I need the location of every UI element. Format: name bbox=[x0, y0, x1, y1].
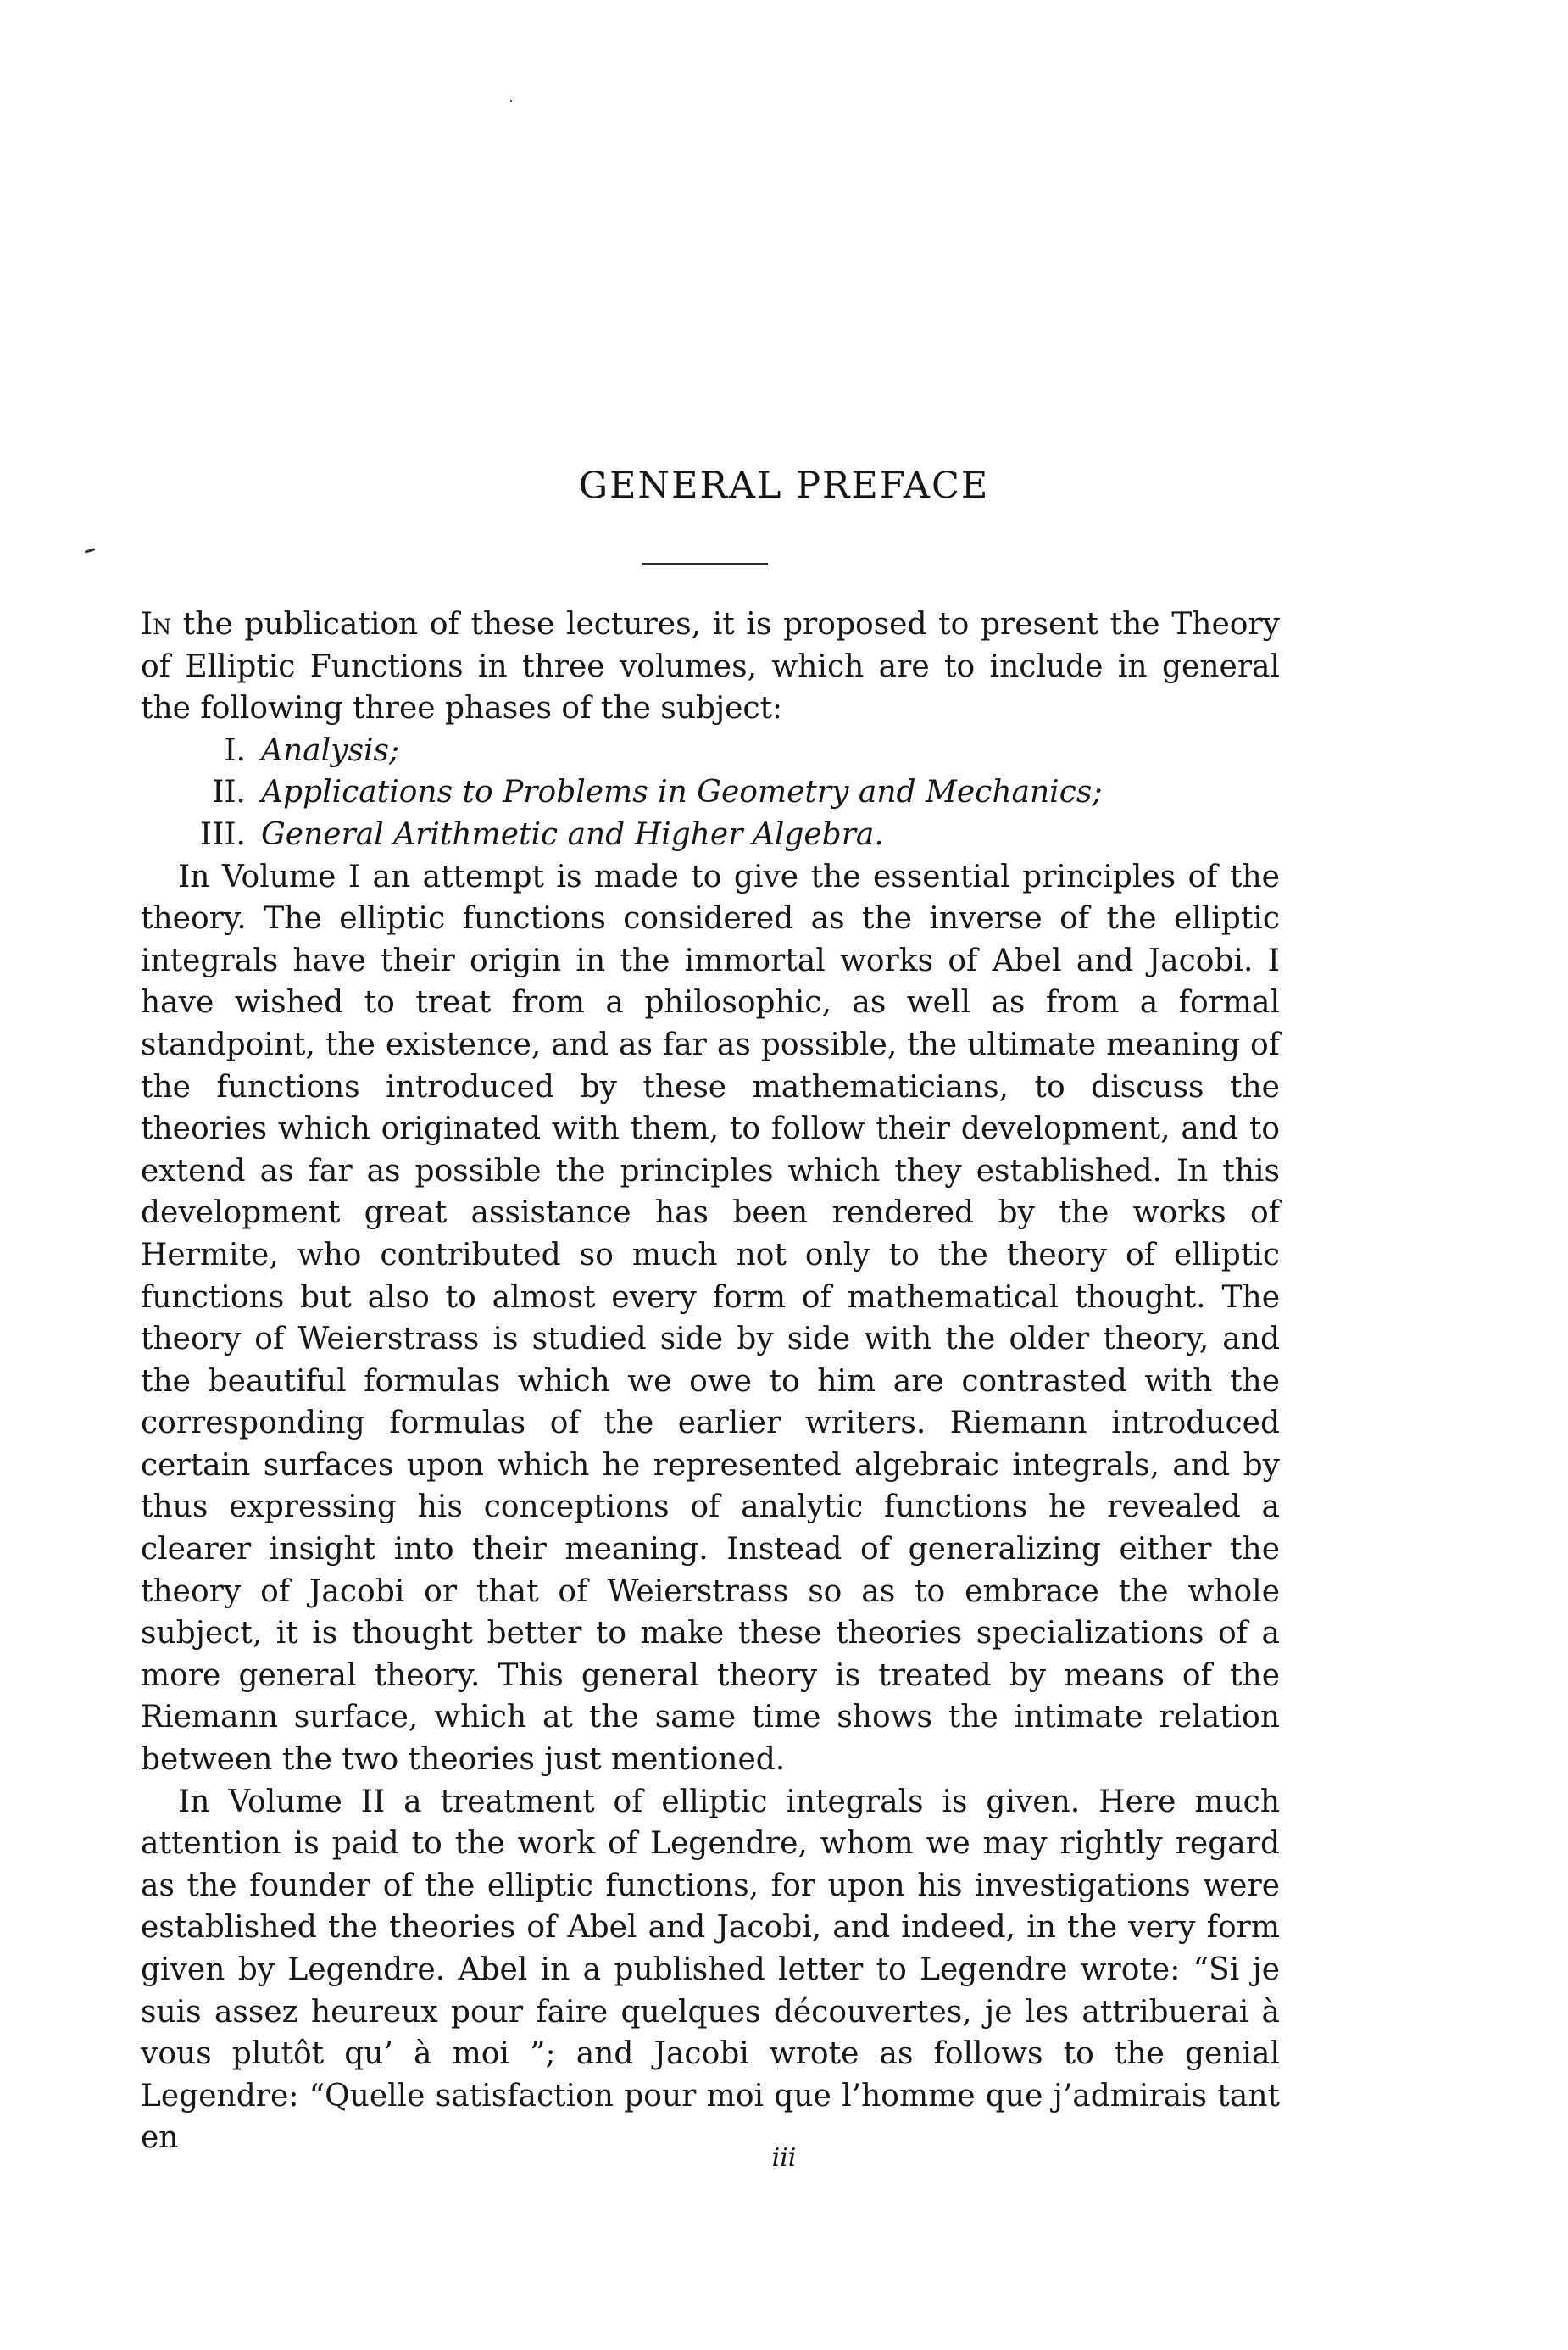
phase-item bbox=[141, 771, 1280, 814]
intro-text: the publication of these lectures, it is proposed to present the Theory of Elliptic Functions in three volumes, which are to include in general the following three phases of the subject: bbox=[141, 607, 1280, 727]
title-rule bbox=[642, 563, 768, 565]
phase-numeral: I. bbox=[224, 732, 246, 768]
paragraph-volume-one: In Volume I an attempt is made to give the essential principles of the theory. The elliptic functions considered as the inverse of the elliptic integrals have their origin in the immortal works of Abel and Jacobi. I have wished to treat from a philosophic, as well as from a formal standpoint, the existence, and as far as possible, the ultimate meaning of the functions introduced by these mathematicians, to discuss the theories which originated with them, to follow their development, and to extend as far as possible the principles which they established. In this development great assistance has been rendered by the works of Hermite, who contributed so much not only to the theory of elliptic functions but also to almost every form of mathematical thought. The theory of Weierstrass is studied side by side with the older theory, and the beautiful formulas which we owe to him are contrasted with the corresponding formulas of the earlier writers. Riemann introduced certain surfaces upon which he represented algebraic integrals, and by thus expressing his conceptions of analytic functions he revealed a clearer insight into their meaning. Instead of generalizing either the theory of Jacobi or that of Weierstrass so as to embrace the whole subject, it is thought better to make these theories specializations of a more general theory. This general theory is treated by means of the Riemann surface, which at the same time shows the intimate relation between the two theories just mentioned. bbox=[141, 859, 1280, 1778]
intro-paragraph bbox=[141, 604, 1280, 730]
page-title: GENERAL PREFACE bbox=[578, 465, 990, 507]
scan-speck bbox=[510, 100, 512, 102]
phase-label: Applications to Problems in Geometry and Mechanics; bbox=[261, 775, 1103, 810]
preface-body bbox=[141, 604, 1280, 2159]
intro-lead-word: In bbox=[141, 607, 172, 642]
paragraph-volume-two: In Volume II a treatment of elliptic integrals is given. Here much attention is paid to the work of Legendre, whom we may rightly regard as the founder of the elliptic functions, for upon his investigations were established the theories of Abel and Jacobi, and indeed, in the very form given by Legendre. Abel in a published letter to Legendre wrote: “Si je suis assez heureux pour faire quelques découvertes, je les attribuerai à vous plutôt qu’ à moi ”; and Jacobi wrote as follows to the genial Legendre: “Quelle satisfaction pour moi que l’homme que j’admirais tant en bbox=[141, 1784, 1280, 2156]
phase-label: General Arithmetic and Higher Algebra. bbox=[261, 816, 884, 852]
phase-numeral: II. bbox=[212, 775, 246, 810]
margin-mark bbox=[85, 548, 95, 554]
page-number: iii bbox=[771, 2143, 797, 2173]
phase-numeral: III. bbox=[199, 816, 246, 852]
phase-label: Analysis; bbox=[261, 732, 400, 768]
phase-item bbox=[141, 814, 1280, 856]
phase-item bbox=[141, 730, 1280, 772]
